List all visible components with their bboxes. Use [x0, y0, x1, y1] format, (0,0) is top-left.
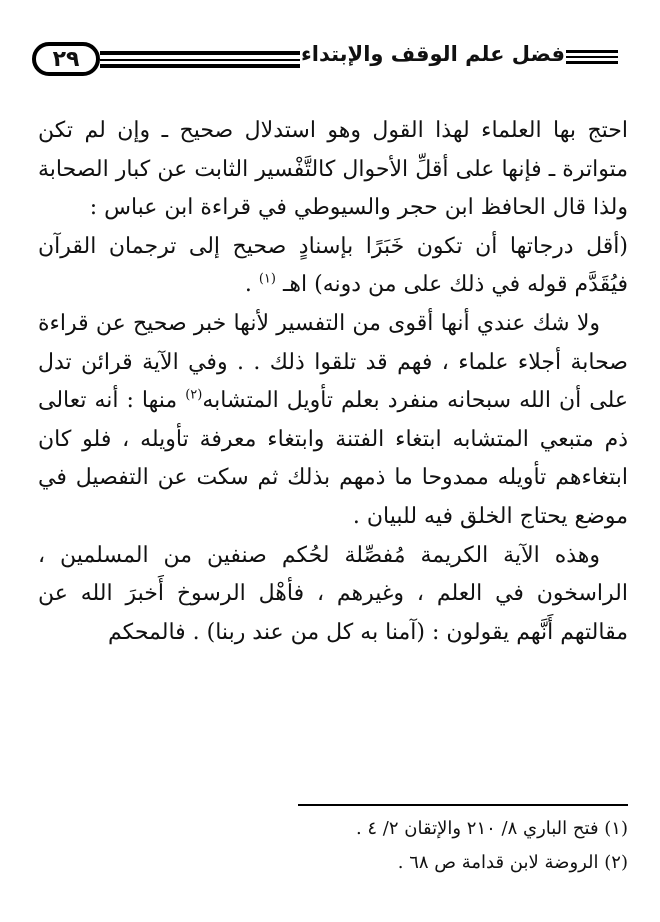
- header-rule: [566, 61, 618, 64]
- header-rule: [100, 64, 300, 68]
- quotation-paragraph: [38, 228, 628, 305]
- header-rule: [100, 51, 300, 55]
- paragraph: احتج بها العلماء لهذا القول وهو استدلال صحيح ـ وإن لم تكن متواترة ـ فإنها على أقلِّ الأحوال كالتَّفْسير الثابت عن كبار الصحابة ولذا قال الحافظ ابن حجر والسيوطي في قراءة ابن عباس :: [38, 118, 628, 221]
- header-rule: [100, 59, 300, 61]
- footnotes: [38, 812, 628, 880]
- quotation-text: (أقل درجاتها أن تكون خَبَرًا بإسنادٍ صحيح إلى ترجمان القرآن فيُقَدَّم قوله في ذلك على من دونه) اهـ: [38, 233, 628, 298]
- paragraph: [38, 305, 628, 537]
- paragraph-text: ولا شك عندي أنها أقوى من التفسير لأنها خبر صحيح عن قراءة صحابة أجلاء علماء ، فهم قد تلقوا ذلك . . وفي الآية قرائن تدل على أن الله سبحانه منفرد بعلم تأويل المتشابه: [38, 310, 628, 414]
- running-title: فضل علم الوقف والإبتداء: [301, 42, 565, 66]
- footnote-reference: (١): [258, 272, 276, 288]
- page-header: [0, 0, 660, 100]
- footnote: (٢) الروضة لابن قدامة ص ٦٨ .: [397, 852, 628, 873]
- footnote-separator: [298, 804, 628, 806]
- paragraph: وهذه الآية الكريمة مُفصِّلة لحُكم صنفين من المسلمين ، الراسخون في العلم ، وغيرهم ، فأهْل الرسوخ أَخبرَ الله عن مقالتهم أَنَّهم يقولون : (آمنا به كل من عند ربنا) . فالمحكم: [38, 542, 628, 645]
- footnote-reference: (٢): [185, 387, 203, 403]
- quotation-end: .: [244, 272, 259, 298]
- footnote: (١) فتح الباري ٨/ ٢١٠ والإتقان ٢/ ٤ .: [355, 818, 628, 839]
- main-text: [38, 112, 628, 652]
- page-number: ٢٩: [32, 42, 100, 76]
- header-rule: [566, 56, 618, 58]
- paragraph-text-continued: منها : أنه تعالى ذم متبعي المتشابه ابتغاء الفتنة وابتغاء معرفة تأويله ، فلو كان ابتغاءهم تأويله ممدوحا ما ذمهم بذلك ثم سكت عن التفصيل في موضع يحتاج الخلق فيه للبيان .: [38, 388, 628, 529]
- header-rule: [566, 50, 618, 53]
